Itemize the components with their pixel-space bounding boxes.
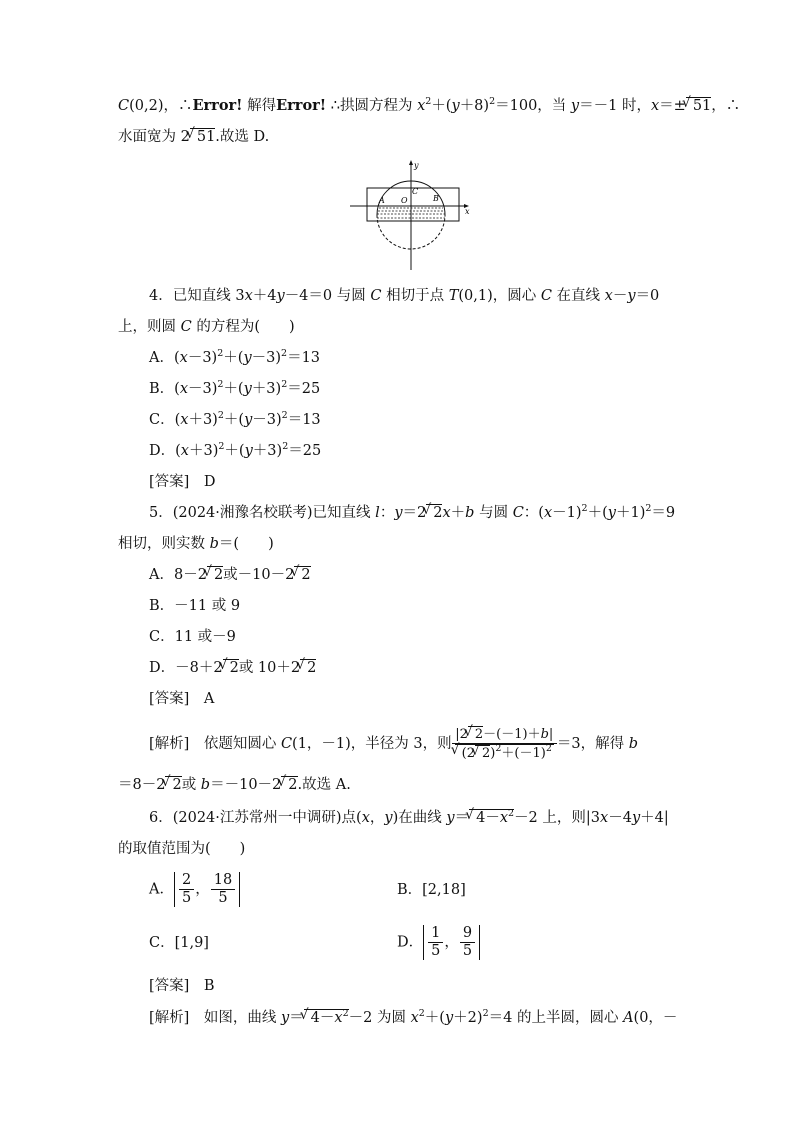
arch-bridge-figure (345, 158, 480, 274)
q5-option-b: B．－11 或 9 (149, 598, 241, 614)
answer-label: [答案] (149, 474, 190, 490)
answer-value: B (203, 978, 215, 994)
q6-stem-2: 的取值范围为( ) (118, 841, 246, 857)
q6-answer (149, 976, 214, 996)
q4-option-d: D．$(x+3)^2+(y+3)^2=25$ (149, 441, 322, 459)
point-o-label: O (401, 196, 408, 205)
point-b-label: B (433, 194, 439, 203)
q6-option-d: D． $\frac{1}{5}$ ， $\frac{9}{5}$ (397, 925, 480, 960)
solution-line-2: 水面宽为 2√ 51.故选 D. (118, 127, 269, 147)
point-c-label: C (412, 187, 419, 196)
q5-stem-1: 5．(2024·湘豫名校联考)已知直线 l：y＝2√ 2x＋b 与圆 C：$(x-1)^2+(y+1)^2=9$ (149, 503, 675, 523)
q5-stem-2: 相切，则实数 b＝( ) (118, 536, 274, 552)
q5-analysis-1: [解析] 依题知圆心 C(1，－1)，半径为 3，则 |2√ 2－(－1)＋b| √ (2√ $2)^2+(-1)^2$ ＝3，解得 b (149, 726, 638, 762)
axis-x-label: x (465, 207, 470, 216)
point-a-label: A (379, 196, 385, 205)
analysis-label: [解析] (149, 1010, 190, 1026)
q6-option-c: C．[1,9] (149, 935, 209, 951)
q4-option-a: A．$(x-3)^2+(y-3)^2=13$ (149, 348, 321, 366)
q5-option-c: C．11 或－9 (149, 629, 236, 645)
q6-option-a: A． $\frac{2}{5}$ ， $\frac{18}{5}$ (149, 872, 240, 907)
q4-option-c: C．$(x+3)^2+(y-3)^2=13$ (149, 410, 321, 428)
q5-answer (149, 689, 214, 709)
answer-value: A (203, 691, 215, 707)
analysis-label: [解析] (149, 736, 190, 752)
q5-option-a: A．8－2√ 2或－10－2√ 2 (149, 565, 311, 585)
q4-stem-2: 上，则圆 C 的方程为( ) (118, 319, 295, 335)
q6-option-b: B．[2,18] (397, 882, 466, 898)
q5-option-d: D．－8＋2√ 2或 10＋2√ 2 (149, 658, 316, 678)
solution-line-1: C(0,2)，∴Error! 解得Error! ∴拱圆方程为 $x^2+(y+8)^2=100$，当 y＝－1 时，x＝±√ 51，∴ (118, 96, 740, 116)
answer-label: [答案] (149, 978, 190, 994)
axis-y-label: y (414, 161, 419, 170)
q4-option-b: B．$(x-3)^2+(y+3)^2=25$ (149, 379, 321, 397)
q4-answer (149, 472, 215, 492)
q4-stem-1: 4．已知直线 3x＋4y－4＝0 与圆 C 相切于点 T(0,1)，圆心 C 在直线 x－y＝0 (149, 288, 660, 304)
q5-analysis-2: ＝8－2√ 2或 b＝－10－2√ 2.故选 A. (118, 775, 351, 795)
answer-value: D (203, 474, 216, 490)
q6-stem-1: 6．(2024·江苏常州一中调研)点(x，y)在曲线 y＝√ $4-x^2-2$ 上，则|3x－4y＋4| (149, 808, 669, 828)
q6-analysis-1: [解析] 如图，曲线 y＝√ $4-x^2-2$ 为圆 $x^2+(y+2)^2=4$ 的上半圆，圆心 A(0，－ (149, 1008, 677, 1028)
answer-label: [答案] (149, 691, 190, 707)
